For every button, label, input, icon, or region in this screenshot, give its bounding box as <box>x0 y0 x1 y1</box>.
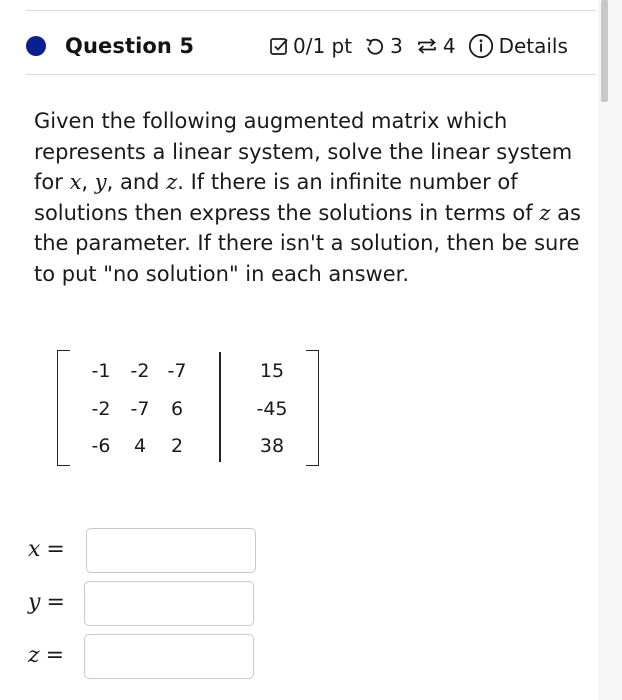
matrix-cell: -2 <box>130 360 150 382</box>
answer-label-z: z = <box>28 643 65 668</box>
top-divider <box>26 10 596 11</box>
matrix-cell: 4 <box>133 435 147 457</box>
prompt-var-y: y <box>94 170 107 194</box>
scrollbar-thumb[interactable] <box>601 0 608 102</box>
question-prompt <box>34 106 589 289</box>
prompt-var-x: x <box>69 170 82 194</box>
question-title: Question 5 <box>65 34 195 58</box>
checkbox-icon <box>269 36 289 56</box>
matrix-left-bracket <box>57 350 70 466</box>
header-divider <box>26 74 596 75</box>
prompt-var-param: z <box>539 200 551 225</box>
attempts-icon <box>415 36 439 56</box>
matrix-cell: 2 <box>170 435 184 457</box>
matrix-cell: -1 <box>91 360 111 382</box>
matrix-right-bracket <box>306 350 319 466</box>
prompt-text-3: . If there is an infinite number of solutions then express the solutions in terms of <box>34 170 540 225</box>
matrix-cell: -2 <box>91 398 111 420</box>
answer-input-y[interactable] <box>84 581 254 626</box>
matrix-cell: -45 <box>256 398 288 420</box>
augmented-bar <box>219 352 221 462</box>
question-header <box>26 26 596 66</box>
score-text: 0/1 pt <box>293 34 353 58</box>
info-icon[interactable] <box>468 33 494 59</box>
retries-count: 3 <box>390 34 403 58</box>
question-meta <box>269 26 568 66</box>
attempts-count: 4 <box>442 34 456 58</box>
matrix-cell: -7 <box>167 360 187 382</box>
retry-icon <box>364 36 386 56</box>
answer-label-x: x = <box>28 537 65 562</box>
answer-input-z[interactable] <box>84 634 254 679</box>
matrix-cell: 38 <box>259 435 285 457</box>
matrix-cell: -7 <box>130 398 150 420</box>
scrollbar[interactable] <box>598 0 622 700</box>
status-dot-icon <box>26 36 46 56</box>
prompt-text-4: as the parameter. If there isn't a solution, then be sure to put "no solution" in each answer. <box>34 200 581 286</box>
prompt-text-1: Given the following augmented matrix which represents a linear system, solve the linear system for <box>34 109 573 194</box>
prompt-var-z: z <box>166 170 178 194</box>
matrix-cell: 15 <box>259 360 285 382</box>
matrix-cell: 6 <box>170 398 184 420</box>
details-link[interactable]: Details <box>498 34 568 58</box>
matrix-cell: -6 <box>91 435 111 457</box>
prompt-text-2: , and <box>106 170 167 194</box>
augmented-matrix <box>57 350 319 466</box>
answer-input-x[interactable] <box>86 528 256 573</box>
prompt-comma: , <box>81 170 95 194</box>
answer-label-y: y = <box>28 590 65 615</box>
